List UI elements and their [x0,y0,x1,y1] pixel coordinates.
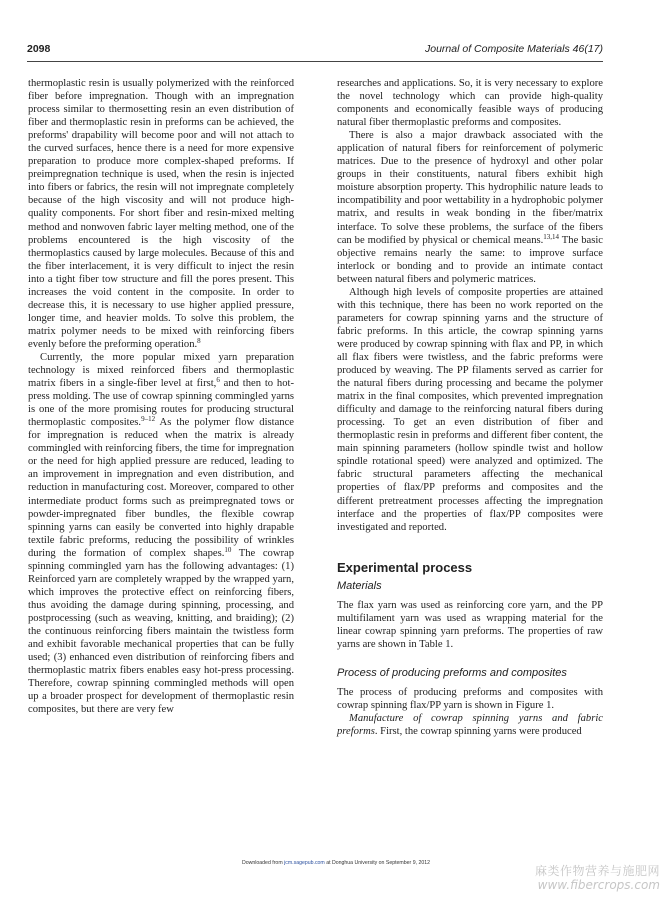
right-column [337,77,603,738]
footer-text: at Donghua University on September 9, 2012 [324,860,431,866]
header-rule [27,61,603,62]
citation: 6 [216,376,220,385]
citation: 8 [197,336,201,345]
watermark-url: www.fibercrops.com [537,878,660,892]
watermark [535,864,660,892]
watermark-chinese: 麻类作物营养与施肥网 [534,864,660,878]
paragraph: The flax yarn was used as reinforcing core yarn, and the PP multifilament yarn was used as wrapping material for the linear cowrap spinning yarn preforms. The properties of raw yarns are shown in Table 1. [337,599,603,650]
subsection-heading: Process of producing preforms and composites [337,666,567,679]
paragraph-text: As the polymer flow distance for impregnation is reduced when the matrix is already commingled with reinforcing fibers, the time for impregnation or the need for high applied pressure are reduced, leading to an improvement in impregnation and even distribution, and reduction in manufacturing cost. Moreover, compared to other intermediate product forms such as preimpregnated tows or powder-impregnated fiber bundles, the flexible cowrap spinning yarns can easily be converted into highly drapable textile fabric preforms, reducing the possibility of wrinkles during the formation of complex shapes. [28,417,295,559]
paragraph-text: thermoplastic resin is usually polymerized with the reinforced fiber before impregnation. Though with an impregnation process similar to thermosetting resin an even distribution of fiber and thermoplastic resin in preforms can be achieved, the preforms' drapability will become poor and will not attach to the curved surfaces, hence there is a need for more expensive preparation to produce more complex-shaped preforms. If preimpregnation technique is used, when the resin is injected into fibers or fabrics, the resin will not impregnate completely because of the high viscosity and will not produce high-quality components. For short fiber and resin-mixed melting method and nonwoven fabric layer melting method, one of the problems encountered is the high viscosity of the thermoplastics caused by large molecules. Because of this and the fiber interlacement, it is very difficult to inject the resin into a tight fiber tow structure and fill the pores present. This increases the void content in the composite. In order to decrease this, it is necessary to use higher applied pressure, longer time, and heavier molds. To solve this problem, the matrix polymer needs to be mixed with reinforcing fibers evenly before the preforming operation. [28,78,294,350]
paragraph: The process of producing preforms and composites with cowrap spinning flax/PP yarn is shown in Figure 1. [337,686,603,712]
subsection-heading: Materials [337,579,382,592]
page-number: 2098 [27,43,51,55]
paragraph-text: . First, the cowrap spinning yarns were produced [374,726,582,738]
paragraph-text: The cowrap spinning commingled yarn has the following advantages: (1) Reinforced yarn are completely wrapped by the wrapped yarn, which improves the protective effect on reinforcing fibers, thus avoiding the damage during spinning, processing, and postprocessing (such as weaving, knitting, and braiding); (2) the continuous reinforcing fibers maintain the twistless form and exhibit favorable mechanical properties that can be fully used; (3) enhanced even distribution of reinforcing fibers and thermoplastic matrix fibers enables easy hot-press processing. Therefore, cowrap spinning commingled methods will open up a broader prospect for development of thermoplastic resin composites, but there are very few [28,547,294,716]
running-header [27,43,603,59]
paragraph-text: and then to hot-press molding. The use of cowrap spinning commingled yarns is one of the more promising routes for producing structural thermoplastic composites. [28,378,294,429]
paragraph [337,712,603,738]
paragraph: Although high levels of composite properties are attained with this technique, there has been no work reported on the parameters for cowrap spinning yarns and the structure of fabric preforms. In this article, the cowrap spinning yarns were produced by cowrap spinning with flax and PP, in which all flax fibers were twistless, and the fabric preforms were produced by weaving. The PP filaments served as carrier for the natural fibers during processing and became the polymer matrix in the final composites, which prevented impregnation difficulty and damage to the reinforcing natural fibers during processing. To get an even distribution of fiber and thermoplastic resin in preforms and different fiber content, the main spinning parameters (hollow spindle twist and hollow spindle rotational speed) were analyzed and optimized. The fabric structural parameters affecting the mechanical properties of flax/PP preforms and composites and the different pretreatment processes affecting the impregnation interface and the properties of flax/PP composites were investigated and reported. [337,286,603,533]
paragraph [28,77,294,351]
paragraph-text: The basic objective remains nearly the same: to improve surface interlock or bonding and to provide an intimate contact between natural fibers and polymeric matrices. [337,234,604,285]
citation: 9–12 [141,415,156,424]
paragraph-text: There is also a major drawback associated with the application of natural fibers for reinforcement of polymeric matrices. Due to the presence of hydroxyl and other polar groups in their constituents, natural fibers exhibit high moisture absorption property. This hydrophilic nature leads to incompatibility and poor wettability in a hydrophobic polymer matrix, and results in weak bonding in the fiber/matrix interface. To solve these problems, the surface of the fibers can be modified by physical or chemical means. [337,130,603,246]
citation: 10 [224,545,232,554]
paragraph: researches and applications. So, it is very necessary to explore the novel technology which can provide high-quality components and economically feasible ways of producing natural fiber thermoplastic preforms and composites. [337,78,603,129]
citation: 13,14 [543,232,560,241]
paragraph [337,129,603,286]
run-in-heading: Manufacture of cowrap spinning yarns and fabric preforms [337,713,603,738]
journal-title: Journal of Composite Materials 46(17) [425,43,603,55]
paragraph [28,351,294,716]
section-heading: Experimental process [337,559,473,575]
footer-link[interactable]: jcm.sagepub.com [284,860,325,866]
left-column [28,77,294,716]
paragraph-text: Currently, the more popular mixed yarn preparation technology is mixed reinforced fibers and thermoplastic matrix fibers in a single-fiber level at first, [28,351,294,390]
footer-text: Downloaded from [241,860,285,866]
